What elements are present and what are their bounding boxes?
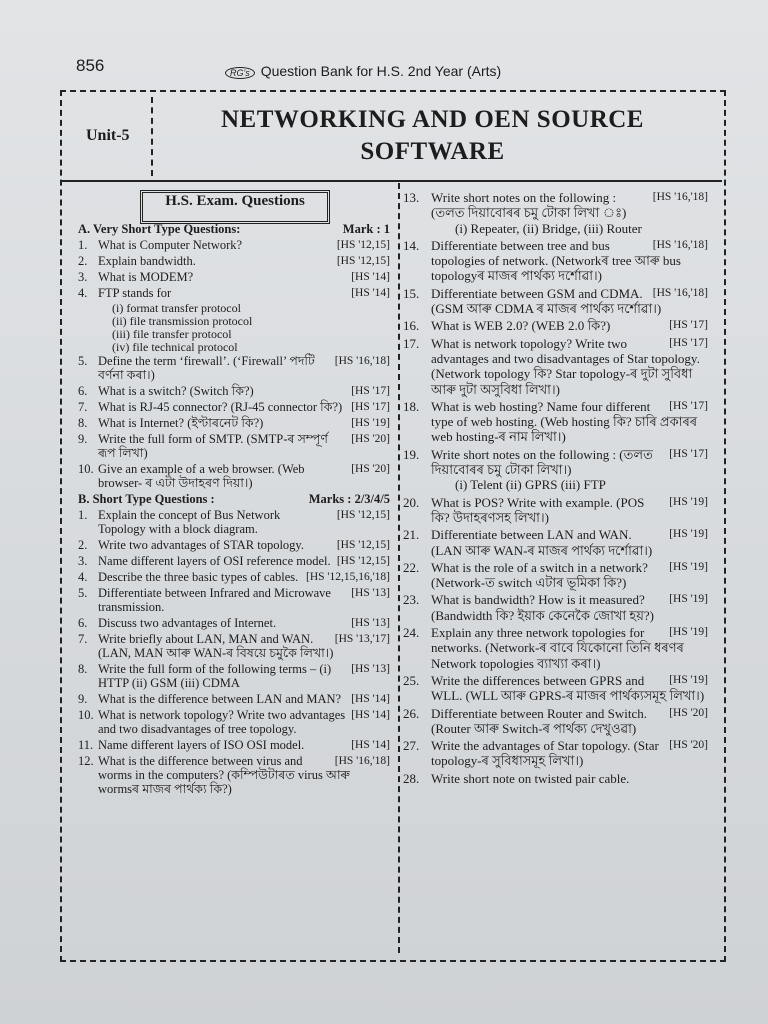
question-item	[403, 238, 708, 284]
question-number: 7.	[78, 632, 88, 646]
exam-year-tag: [HS '12,15]	[336, 239, 390, 251]
question-number: 14.	[403, 237, 420, 253]
question-item	[403, 771, 708, 786]
ftp-option: (i) format transfer protocol	[112, 301, 241, 315]
question-text: [HS '20] Write the full form of SMTP. (SMTP-ৰ সম্পূৰ্ণ ৰূপ লিখা)	[98, 432, 390, 460]
question-item	[78, 754, 390, 796]
question-item	[403, 738, 708, 769]
question-text: [HS '13] Differentiate between Infrared and Microwave transmission.	[98, 586, 390, 614]
exam-year-tag: [HS '19]	[669, 593, 708, 606]
question-number: 8.	[78, 416, 88, 430]
question-number: 9.	[78, 692, 88, 706]
question-number: 17.	[403, 335, 420, 351]
question-text: Write short note on twisted pair cable.	[431, 770, 630, 786]
question-text: [HS '16,'18] What is the difference between virus and worms in the computers? (কম্পিউটাৰত virus আৰু wormsৰ মাজৰ পাৰ্থক্য কি?)	[98, 754, 390, 796]
question-number: 16.	[403, 318, 420, 334]
question-item	[78, 538, 390, 552]
exam-year-tag: [HS '19]	[669, 495, 708, 508]
question-item	[78, 416, 390, 430]
chapter-title	[160, 104, 705, 168]
question-item	[403, 318, 708, 333]
question-item	[78, 632, 390, 660]
question-number: 11.	[78, 738, 94, 752]
section-a-marks: Mark : 1	[342, 222, 390, 236]
exam-year-tag: [HS '14]	[351, 693, 390, 705]
publisher-logo: RG's	[225, 67, 255, 79]
question-number: 27.	[403, 738, 420, 754]
right-column	[403, 190, 708, 788]
exam-year-tag: [HS '20]	[351, 463, 390, 475]
exam-year-tag: [HS '16,'18]	[334, 755, 390, 767]
exam-year-tag: [HS '14]	[351, 739, 390, 751]
left-column	[78, 222, 390, 798]
question-item	[78, 432, 390, 460]
question-number: 13.	[403, 190, 420, 205]
question-text: [HS '17] Write short notes on the following : (তলত দিয়াবোৰৰ চমু টোকা লিখা।) (i) Telent (ii) GPRS (iii) FTP	[431, 446, 708, 493]
exam-year-tag: [HS '17]	[351, 401, 390, 413]
question-number: 3.	[78, 270, 88, 284]
exam-year-tag: [HS '16,'18]	[652, 238, 708, 251]
question-text: [HS '14] What is network topology? Write two advantages and two disadvantages of tree topology.	[98, 708, 390, 736]
question-item	[403, 286, 708, 317]
question-text: [HS '16,'18] Define the term ‘firewall’. (‘Firewall’ পদটি বৰ্ণনা কৰা।)	[98, 354, 390, 382]
question-number: 10.	[78, 708, 94, 722]
question-text: [HS '16,'18] Differentiate between tree and bus topologies of network. (Networkৰ tree আৰু bus topologyৰ মাজৰ পাৰ্থক্য দৰ্শোৱা।)	[431, 237, 708, 284]
question-text: [HS '17] What is WEB 2.0? (WEB 2.0 কি?)	[431, 318, 708, 334]
right-question-list	[403, 190, 708, 786]
question-text: [HS '12,15] What is Computer Network?	[98, 238, 390, 252]
exam-year-tag: [HS '12,15]	[336, 255, 390, 267]
question-number: 2.	[78, 538, 88, 552]
exam-year-tag: [HS '12,15]	[336, 509, 390, 521]
question-item	[78, 662, 390, 690]
question-text: [HS '14] What is the difference between LAN and MAN?	[98, 692, 390, 706]
question-item	[78, 508, 390, 536]
question-text: [HS '12,15,16,'18] Describe the three basic types of cables.	[98, 570, 390, 584]
question-item	[78, 238, 390, 252]
question-item	[78, 570, 390, 584]
question-text: [HS '13] Discuss two advantages of Internet.	[98, 616, 390, 630]
section-a-heading	[78, 222, 390, 236]
question-number: 5.	[78, 586, 88, 600]
question-text: [HS '17] What is RJ-45 connector? (RJ-45 connector কি?)	[98, 400, 390, 414]
question-item	[78, 286, 390, 300]
section-b-heading	[78, 492, 390, 506]
exam-year-tag: [HS '12,15,16,'18]	[305, 571, 390, 583]
exam-year-tag: [HS '16,'18]	[652, 286, 708, 299]
exam-year-tag: [HS '19]	[669, 626, 708, 639]
question-number: 4.	[78, 570, 88, 584]
question-number: 5.	[78, 354, 88, 368]
question-item	[403, 399, 708, 445]
question-item	[78, 586, 390, 614]
exam-year-tag: [HS '12,15]	[336, 555, 390, 567]
question-text: [HS '19] Write the differences between GPRS and WLL. (WLL আৰু GPRS-ৰ মাজৰ পাৰ্থক্যসমূহ লিখা।)	[431, 672, 708, 704]
question-item	[403, 495, 708, 526]
question-text: [HS '12,15] Explain bandwidth.	[98, 254, 390, 268]
question-item	[78, 616, 390, 630]
question-item	[403, 447, 708, 493]
exam-year-tag: [HS '17]	[669, 447, 708, 460]
unit-label: Unit-5	[86, 127, 130, 144]
question-text: [HS '16,'18] Write short notes on the following : (তলত দিয়াবোৰৰ চমু টোকা লিখা ঃ) (i) Repeater, (ii) Bridge, (iii) Router	[431, 190, 708, 236]
question-text: [HS '14] Name different layers of ISO OSI model.	[98, 738, 390, 752]
exam-year-tag: [HS '19]	[669, 528, 708, 541]
exam-year-tag: [HS '17]	[351, 385, 390, 397]
question-number: 10.	[78, 462, 94, 476]
question-number: 2.	[78, 254, 88, 268]
section-a-list	[78, 238, 390, 300]
question-number: 15.	[403, 285, 420, 301]
question-number: 23.	[403, 592, 420, 608]
question-number: 1.	[78, 508, 88, 522]
question-item	[78, 270, 390, 284]
question-text: [HS '13,'17] Write briefly about LAN, MAN and WAN. (LAN, MAN আৰু WAN-ৰ বিষয়ে চমুকৈ লিখা।)	[98, 632, 390, 660]
exam-year-tag: [HS '20]	[669, 739, 708, 752]
question-text: [HS '16,'18] Differentiate between GSM and CDMA. (GSM আৰু CDMA ৰ মাজৰ পাৰ্থক্য দৰ্শোৱা।)	[431, 285, 708, 317]
exam-year-tag: [HS '17]	[669, 399, 708, 412]
question-number: 20.	[403, 494, 420, 510]
question-number: 22.	[403, 559, 420, 575]
question-text: [HS '14] What is MODEM?	[98, 270, 390, 284]
page-number: 856	[76, 56, 105, 75]
question-number: 28.	[403, 770, 420, 786]
question-number: 21.	[403, 527, 420, 543]
exam-questions-heading: H.S. Exam. Questions	[140, 190, 330, 224]
question-text: [HS '20] Give an example of a web browser. (Web browser- ৰ এটা উদাহৰণ দিয়া।)	[98, 462, 390, 490]
exam-year-tag: [HS '13,'17]	[334, 633, 390, 645]
question-text: [HS '20] Write the advantages of Star topology. (Star topology-ৰ সুবিধাসমূহ লিখা।)	[431, 738, 708, 769]
running-header	[225, 63, 501, 79]
ftp-option: (iv) file technical protocol	[112, 340, 238, 354]
question-number: 3.	[78, 554, 88, 568]
exam-year-tag: [HS '13]	[351, 617, 390, 629]
question-text: [HS '19] What is POS? Write with example. (POS কি? উদাহৰণসহ লিখা।)	[431, 494, 708, 525]
question-text: [HS '19] What is Internet? (ইণ্টাৰনেট কি?)	[98, 416, 390, 430]
exam-year-tag: [HS '12,15]	[336, 539, 390, 551]
question-number: 26.	[403, 705, 420, 721]
question-text: [HS '19] Explain any three network topologies for networks. (Network-ৰ বাবে যিকোনো তিনি ধৰণৰ Network topologies ব্যাখ্যা কৰা।)	[431, 625, 708, 671]
question-number: 7.	[78, 400, 88, 414]
question-text: [HS '17] What is network topology? Write two advantages and two disadvantages of Star topology. (Network topology কি? Star topology-ৰ দুটা সুবিধা আৰু দুটা অসুবিধা লিখা।)	[431, 335, 708, 397]
exam-year-tag: [HS '13]	[351, 587, 390, 599]
question-text: [HS '19] What is the role of a switch in a network? (Network-ত switch এটাৰ ভূমিকা কি?)	[431, 559, 708, 591]
question-number: 4.	[78, 286, 88, 300]
question-text: [HS '12,15] Write two advantages of STAR topology.	[98, 538, 390, 552]
question-text: [HS '17] What is web hosting? Name four different type of web hosting. (Web hosting কি? চাৰি প্ৰকাৰৰ web hosting-ৰ নাম লিখা।)	[431, 398, 708, 445]
question-number: 1.	[78, 238, 88, 252]
chapter-title-line2: SOFTWARE	[360, 138, 505, 165]
exam-year-tag: [HS '17]	[669, 319, 708, 332]
exam-year-tag: [HS '14]	[351, 709, 390, 721]
column-divider	[398, 183, 400, 953]
question-item	[403, 527, 708, 558]
exam-year-tag: [HS '13]	[351, 663, 390, 675]
question-text: [HS '14] FTP stands for	[98, 286, 390, 300]
question-item	[403, 625, 708, 671]
exam-year-tag: [HS '19]	[669, 673, 708, 686]
question-item	[403, 336, 708, 397]
question-item	[78, 692, 390, 706]
exam-year-tag: [HS '19]	[669, 560, 708, 573]
question-number: 6.	[78, 384, 88, 398]
question-options: (i) Repeater, (ii) Bridge, (iii) Router	[455, 220, 642, 236]
question-item	[403, 190, 708, 236]
question-item	[403, 560, 708, 591]
exam-year-tag: [HS '16,'18]	[652, 191, 708, 203]
exam-year-tag: [HS '19]	[351, 417, 390, 429]
question-item	[78, 554, 390, 568]
section-b-label: B. Short Type Questions :	[78, 492, 215, 506]
question-text: [HS '20] Differentiate between Router and Switch. (Router আৰু Switch-ৰ পাৰ্থক্য দেখুওৱা)	[431, 705, 708, 736]
ftp-options	[78, 302, 390, 354]
question-text: [HS '19] What is bandwidth? How is it measured? (Bandwidth কি? ইয়াক কেনেকৈ জোখা হয়?)	[431, 592, 708, 623]
question-text: [HS '13] Write the full form of the following terms – (i) HTTP (ii) GSM (iii) CDMA	[98, 662, 390, 690]
section-a-list-continued	[78, 354, 390, 490]
question-item	[78, 354, 390, 382]
question-number: 8.	[78, 662, 88, 676]
question-text: [HS '12,15] Explain the concept of Bus Network Topology with a block diagram.	[98, 508, 390, 536]
title-divider	[62, 180, 722, 182]
question-item	[78, 708, 390, 736]
question-item	[403, 673, 708, 704]
book-title: Question Bank for H.S. 2nd Year (Arts)	[260, 63, 502, 79]
question-item	[403, 706, 708, 737]
chapter-title-line1: NETWORKING AND OEN SOURCE	[221, 106, 644, 133]
question-number: 19.	[403, 446, 420, 462]
question-item	[78, 384, 390, 398]
ftp-option: (iii) file transfer protocol	[112, 327, 232, 341]
section-b-marks: Marks : 2/3/4/5	[308, 492, 390, 506]
question-item	[78, 738, 390, 752]
question-item	[78, 254, 390, 268]
question-number: 18.	[403, 398, 420, 414]
question-number: 6.	[78, 616, 88, 630]
section-b-list	[78, 508, 390, 796]
question-item	[403, 592, 708, 623]
exam-year-tag: [HS '20]	[669, 706, 708, 719]
question-item	[78, 462, 390, 490]
ftp-option: (ii) file transmission protocol	[112, 314, 253, 328]
section-a-label: A. Very Short Type Questions:	[78, 222, 241, 236]
exam-year-tag: [HS '14]	[351, 271, 390, 283]
question-number: 12.	[78, 754, 94, 768]
question-item	[78, 400, 390, 414]
question-text: [HS '17] What is a switch? (Switch কি?)	[98, 384, 390, 398]
question-number: 24.	[403, 625, 420, 641]
question-number: 25.	[403, 672, 420, 688]
question-text: [HS '19] Differentiate between LAN and WAN. (LAN আৰু WAN-ৰ মাজৰ পাৰ্থক্য দৰ্শোৱা।)	[431, 527, 708, 558]
exam-year-tag: [HS '17]	[669, 336, 708, 349]
question-options: (i) Telent (ii) GPRS (iii) FTP	[455, 477, 606, 493]
question-text: [HS '12,15] Name different layers of OSI reference model.	[98, 554, 390, 568]
exam-year-tag: [HS '14]	[351, 287, 390, 299]
exam-year-tag: [HS '20]	[351, 433, 390, 445]
exam-year-tag: [HS '16,'18]	[334, 355, 390, 367]
question-number: 9.	[78, 432, 88, 446]
